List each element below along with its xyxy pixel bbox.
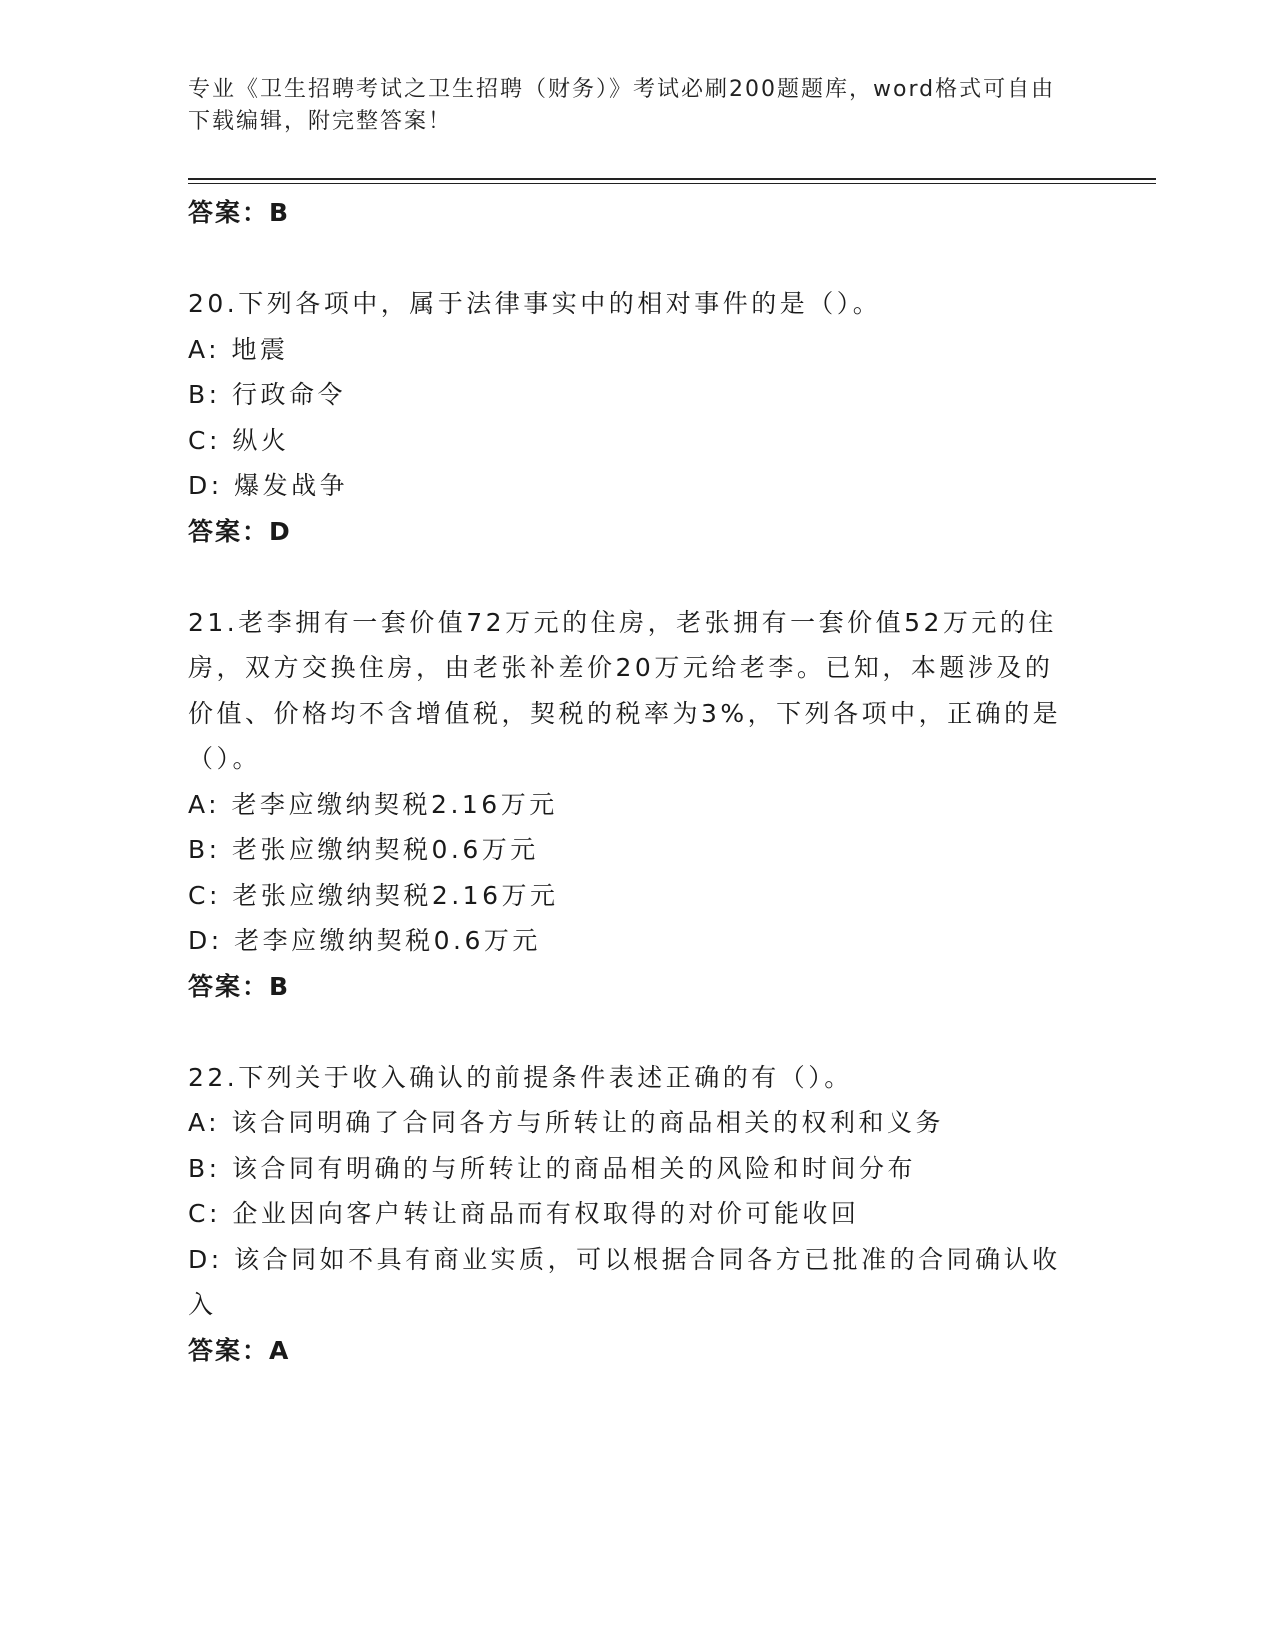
question-text: 20.下列各项中，属于法律事实中的相对事件的是（）。 <box>188 289 882 318</box>
question-text: 22.下列关于收入确认的前提条件表述正确的有（）。 <box>188 1062 853 1092</box>
header-text: 专业《卫生招聘考试之卫生招聘（财务）》考试必刷200题题库，word格式可自由下载编辑，附完整答案！ <box>188 77 1056 134</box>
spacer <box>188 236 1088 282</box>
question-block <box>188 281 1088 554</box>
option-b: B: 该合同有明确的与所转让的商品相关的风险和时间分布 <box>188 1153 917 1183</box>
spacer <box>188 1009 1088 1055</box>
option-b: B: 老张应缴纳契税0.6万元 <box>188 835 539 864</box>
option-a: A: 老李应缴纳契税2.16万元 <box>188 789 558 819</box>
option-b: B: 行政命令 <box>188 380 347 409</box>
answer-line: 答案：D <box>188 516 292 546</box>
option-d: D: 爆发战争 <box>188 471 349 500</box>
question-text: 21.老李拥有一套价值72万元的住房，老张拥有一套价值52万元的住房，双方交换住房，由老张补差价20万元给老李。已知，本题涉及的价值、价格均不含增值税，契税的税率为3%，下列各项中，正确的是（）。 <box>188 607 1062 773</box>
header-divider-thick <box>188 178 1156 180</box>
answer-line: 答案：A <box>188 1335 291 1365</box>
spacer <box>188 554 1088 600</box>
option-c: C: 纵火 <box>188 425 290 455</box>
option-a: A: 该合同明确了合同各方与所转让的商品相关的权利和义务 <box>188 1108 945 1137</box>
header-divider-thin <box>188 183 1156 184</box>
option-d: D: 老李应缴纳契税0.6万元 <box>188 926 541 955</box>
answer-line: 答案：B <box>188 971 291 1001</box>
option-c: C: 企业因向客户转让商品而有权取得的对价可能收回 <box>188 1199 860 1228</box>
option-c: C: 老张应缴纳契税2.16万元 <box>188 880 559 910</box>
question-block <box>188 1055 1088 1374</box>
option-a: A: 地震 <box>188 334 289 364</box>
document-header <box>188 74 1068 138</box>
option-d: D: 该合同如不具有商业实质，可以根据合同各方已批准的合同确认收入 <box>188 1244 1061 1319</box>
question-block <box>188 600 1088 1010</box>
answer-line: 答案：B <box>188 198 291 227</box>
question-list <box>188 190 1088 1373</box>
